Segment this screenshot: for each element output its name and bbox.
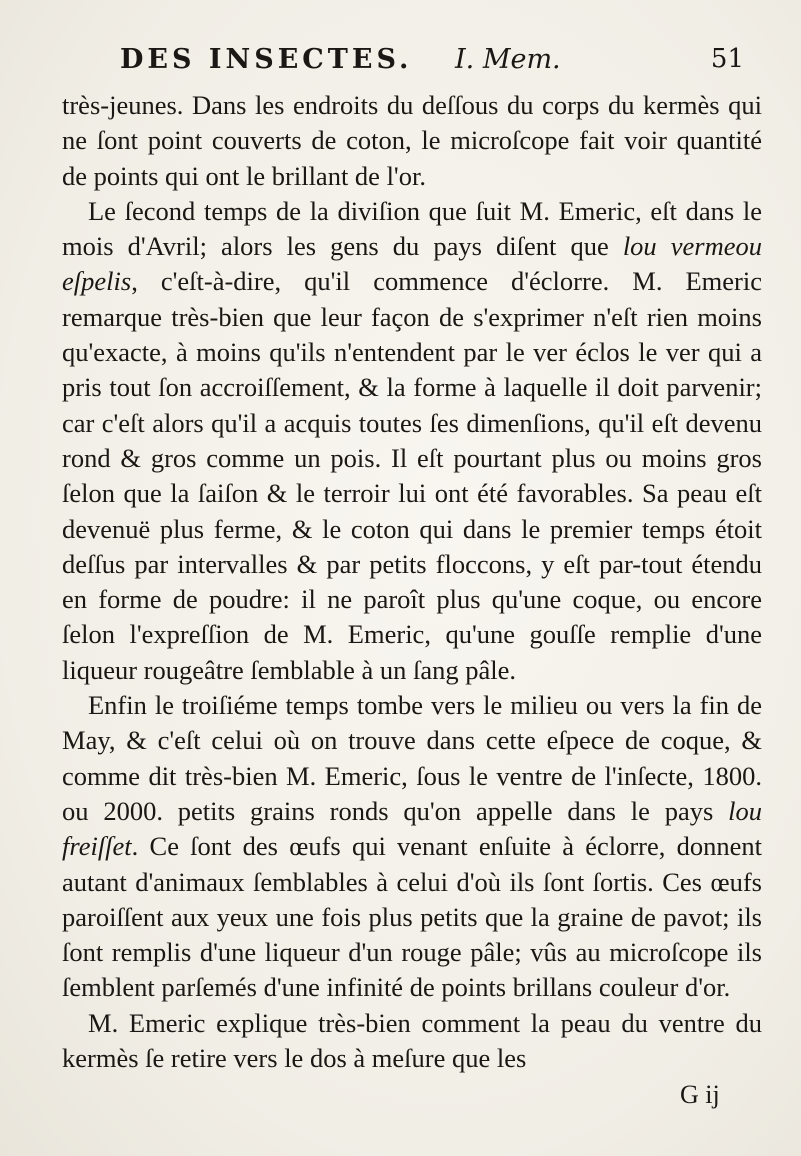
italic-term: lou vermeou eſpelis: [62, 231, 762, 297]
text-run: M. Emeric explique très-bien comment la peau du ventre du kermès ſe retire vers le dos à meſure que les: [62, 1007, 762, 1074]
italic-term: lou freiſſet: [62, 795, 762, 862]
paragraph: [62, 688, 762, 1006]
body-text: [62, 88, 762, 1076]
running-header: [120, 44, 750, 84]
text-run: Enfin le troiſiéme temps tombe vers le milieu ou vers la fin de May, & c'eſt celui où on trouve dans cette eſpece de coque, & comme dit très-bien M. Emeric, ſous le ventre de l'inſecte, 1800. ou 2000. petits grains ronds qu'on appelle dans le pays: [62, 690, 762, 826]
memoir-label: I. Mem.: [455, 44, 561, 75]
paragraph: [62, 1006, 762, 1077]
running-title: DES INSECTES.: [120, 44, 413, 75]
paragraph: [62, 88, 762, 194]
text-run: , c'eſt-à-dire, qu'il commence d'éclorre. M. Emeric remarque très-bien que leur façon de s'exprimer n'eſt rien moins qu'exacte, à moins qu'ils n'entendent par le ver éclos le ver qui a pris tout ſon accroiſſement, & la forme à laquelle il doit parvenir; car c'eſt alors qu'il a acquis toutes ſes dimenſions, qu'il eſt devenu rond & gros comme un pois. Il eſt pourtant plus ou moins gros ſelon que la ſaiſon & le terroir lui ont été favorables. Sa peau eſt devenuë plus ferme, & le coton qui dans le premier temps étoit deſſus par intervalles & par petits floccons, y eſt par-tout étendu en forme de poudre: il ne paroît plus qu'une coque, ou encore ſelon l'expreſſion de M. Emeric, qu'une gouſſe remplie d'une liqueur rougeâtre ſemblable à un ſang pâle.: [62, 266, 762, 685]
paragraph: [62, 194, 762, 688]
text-run: . Ce ſont des œufs qui venant enſuite à éclorre, donnent autant d'animaux ſemblables à celui d'où ils ſont ſortis. Ces œufs paroiſſent aux yeux une fois plus petits que la graine de pavot; ils ſont remplis d'une liqueur d'un rouge pâle; vûs au microſcope ils ſemblent parſemés d'une infinité de points brillans couleur d'or.: [62, 831, 762, 1003]
text-run: Le ſecond temps de la diviſion que ſuit M. Emeric, eſt dans le mois d'Avril; alors les gens du pays diſent que: [62, 195, 762, 262]
page-number: 51: [710, 44, 744, 74]
text-run: très-jeunes. Dans les endroits du deſſous du corps du kermès qui ne ſont point couverts de coton, le microſcope fait voir quantité de points qui ont le brillant de l'or.: [62, 90, 762, 191]
signature-mark: G ij: [680, 1080, 720, 1109]
